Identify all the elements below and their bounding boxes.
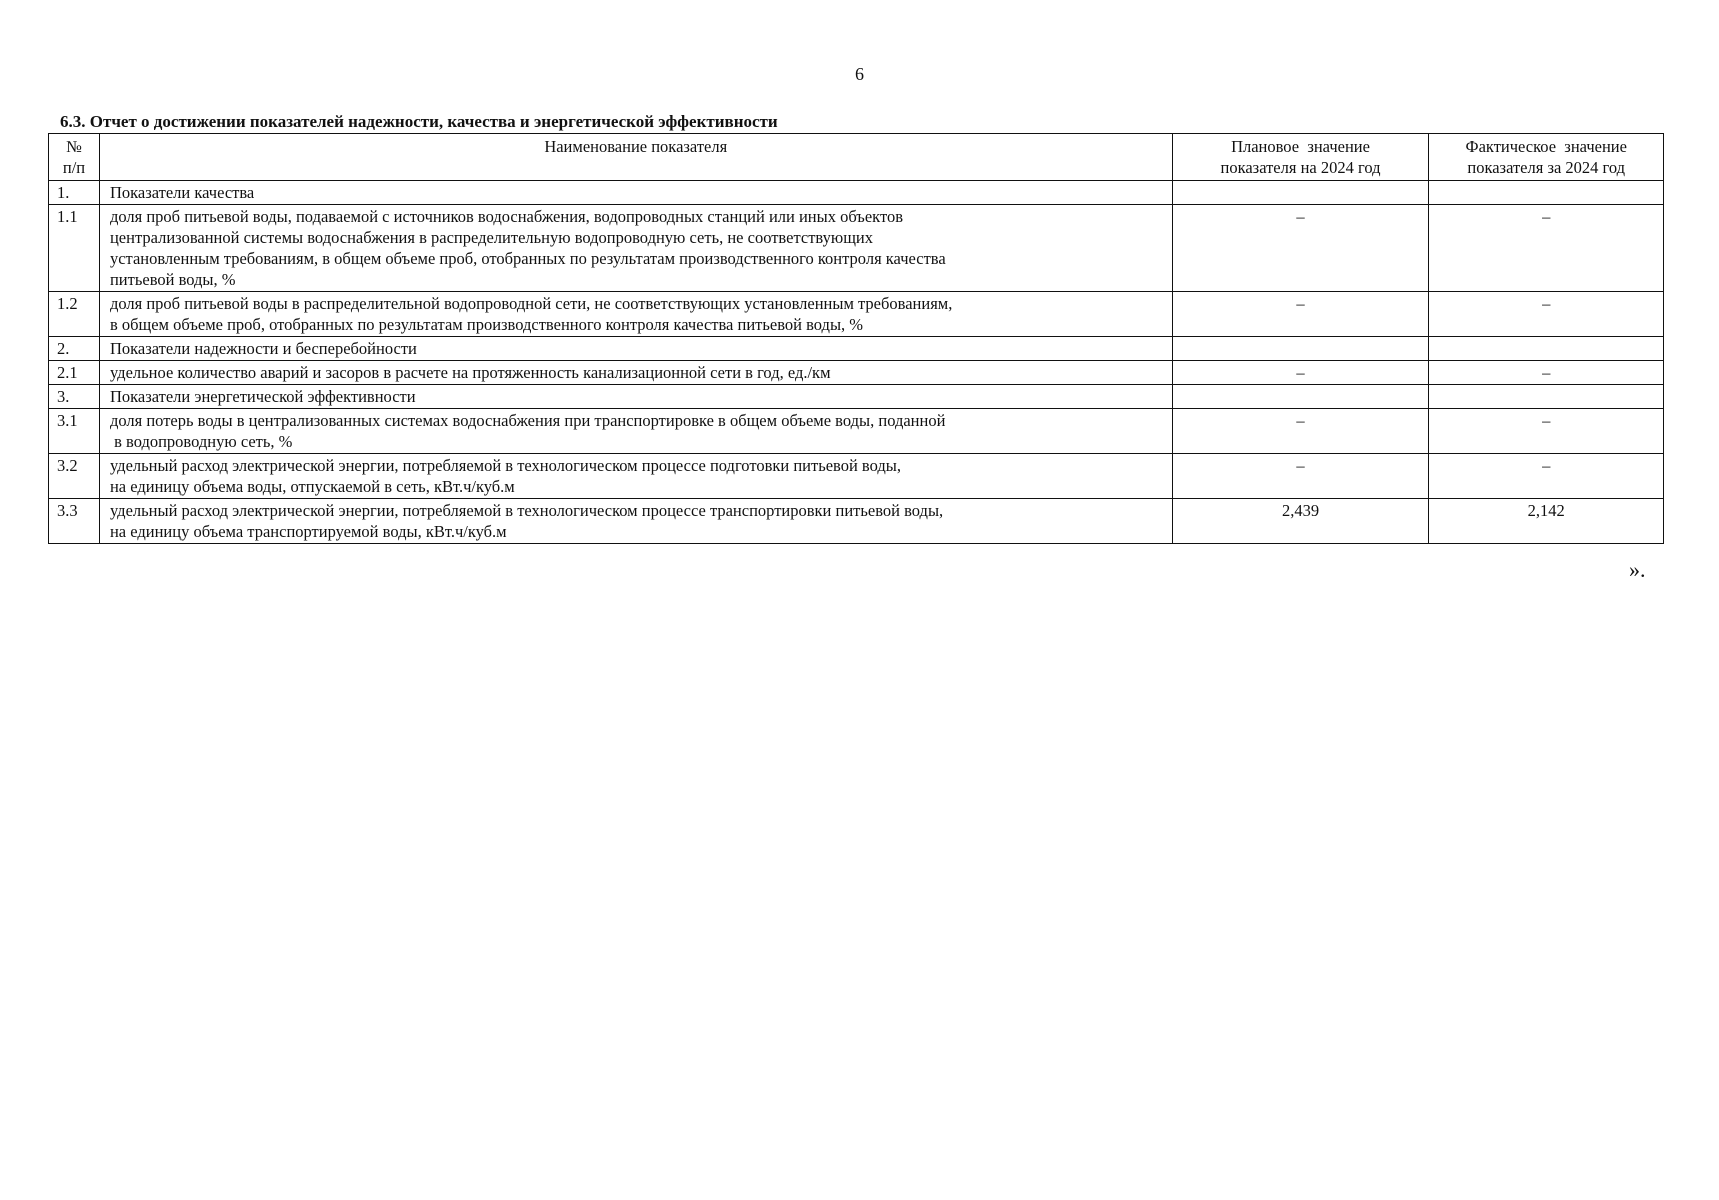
indicators-table [48,133,1664,544]
row-number: 2.1 [49,361,100,385]
fact-value [1429,385,1664,409]
closing-mark: ». [1629,557,1646,582]
indicator-name-line: Показатели энергетической эффективности [109,387,416,406]
header-fact [1429,134,1664,181]
plan-value: – [1172,205,1429,292]
fact-value: – [1429,361,1664,385]
plan-value [1172,181,1429,205]
page-number: 6 [855,64,864,84]
plan-value: 2,439 [1172,499,1429,544]
row-number: 1.1 [49,205,100,292]
indicator-name-line: доля проб питьевой воды в распределительной водопроводной сети, не соответствующих установленным требованиям, [109,294,953,313]
table-row [49,361,1664,385]
header-plan [1172,134,1429,181]
indicator-name-line: доля потерь воды в централизованных системах водоснабжения при транспортировке в общем объеме воды, поданной [109,411,946,430]
indicator-name [99,181,1172,205]
table-row [49,385,1664,409]
row-number: 1.2 [49,292,100,337]
indicator-name-line: Показатели качества [109,183,255,202]
fact-value: – [1429,409,1664,454]
table-row [49,409,1664,454]
indicator-name [99,454,1172,499]
header-num-line-1: № [66,137,82,156]
row-number: 3. [49,385,100,409]
indicator-name-line: в общем объеме проб, отобранных по результатам производственного контроля качества питьевой воды, % [109,315,864,334]
indicator-name-line: удельный расход электрической энергии, потребляемой в технологическом процессе подготовки питьевой воды, [109,456,901,475]
plan-value [1172,385,1429,409]
indicator-name [99,409,1172,454]
row-number: 1. [49,181,100,205]
table-body [49,181,1664,544]
header-num [49,134,100,181]
plan-value [1172,337,1429,361]
table-row [49,337,1664,361]
fact-value: – [1429,205,1664,292]
indicator-name [99,361,1172,385]
indicator-name [99,292,1172,337]
plan-value: – [1172,409,1429,454]
indicator-name-line: централизованной системы водоснабжения в распределительную водопроводную сеть, не соответствующих [109,228,873,247]
indicator-name-line: удельный расход электрической энергии, потребляемой в технологическом процессе транспортировки питьевой воды, [109,501,944,520]
fact-value: 2,142 [1429,499,1664,544]
plan-value: – [1172,361,1429,385]
indicator-name [99,385,1172,409]
indicator-name [99,205,1172,292]
plan-value: – [1172,292,1429,337]
fact-value [1429,181,1664,205]
table-row [49,454,1664,499]
table-row [49,499,1664,544]
indicator-name-line: доля проб питьевой воды, подаваемой с источников водоснабжения, водопроводных станций или иных объектов [109,207,903,226]
indicator-name-line: на единицу объема воды, отпускаемой в сеть, кВт.ч/куб.м [109,477,515,496]
indicator-name-line: удельное количество аварий и засоров в расчете на протяженность канализационной сети в год, ед./км [109,363,831,382]
fact-value: – [1429,292,1664,337]
table-row [49,205,1664,292]
indicator-name [99,337,1172,361]
indicator-name-line: на единицу объема транспортируемой воды, кВт.ч/куб.м [109,522,507,541]
indicator-name-line: установленным требованиям, в общем объеме проб, отобранных по результатам производственного контроля качества [109,249,946,268]
row-number: 3.2 [49,454,100,499]
section-title: 6.3. Отчет о достижении показателей надежности, качества и энергетической эффективности [60,112,778,131]
header-fact-line-1: Фактическое значение [1465,137,1627,156]
table-row [49,292,1664,337]
fact-value [1429,337,1664,361]
row-number: 2. [49,337,100,361]
row-number: 3.1 [49,409,100,454]
indicator-name-line: питьевой воды, % [109,270,236,289]
header-num-line-2: п/п [62,158,86,177]
table-header-row [49,134,1664,181]
header-plan-line-1: Плановое значение [1231,137,1370,156]
row-number: 3.3 [49,499,100,544]
fact-value: – [1429,454,1664,499]
header-fact-line-2: показателя за 2024 год [1467,158,1626,177]
plan-value: – [1172,454,1429,499]
header-name: Наименование показателя [99,134,1172,181]
indicator-name-line: Показатели надежности и бесперебойности [109,339,417,358]
header-plan-line-2: показателя на 2024 год [1220,158,1381,177]
indicator-name [99,499,1172,544]
table-row [49,181,1664,205]
indicator-name-line: в водопроводную сеть, % [109,432,293,451]
